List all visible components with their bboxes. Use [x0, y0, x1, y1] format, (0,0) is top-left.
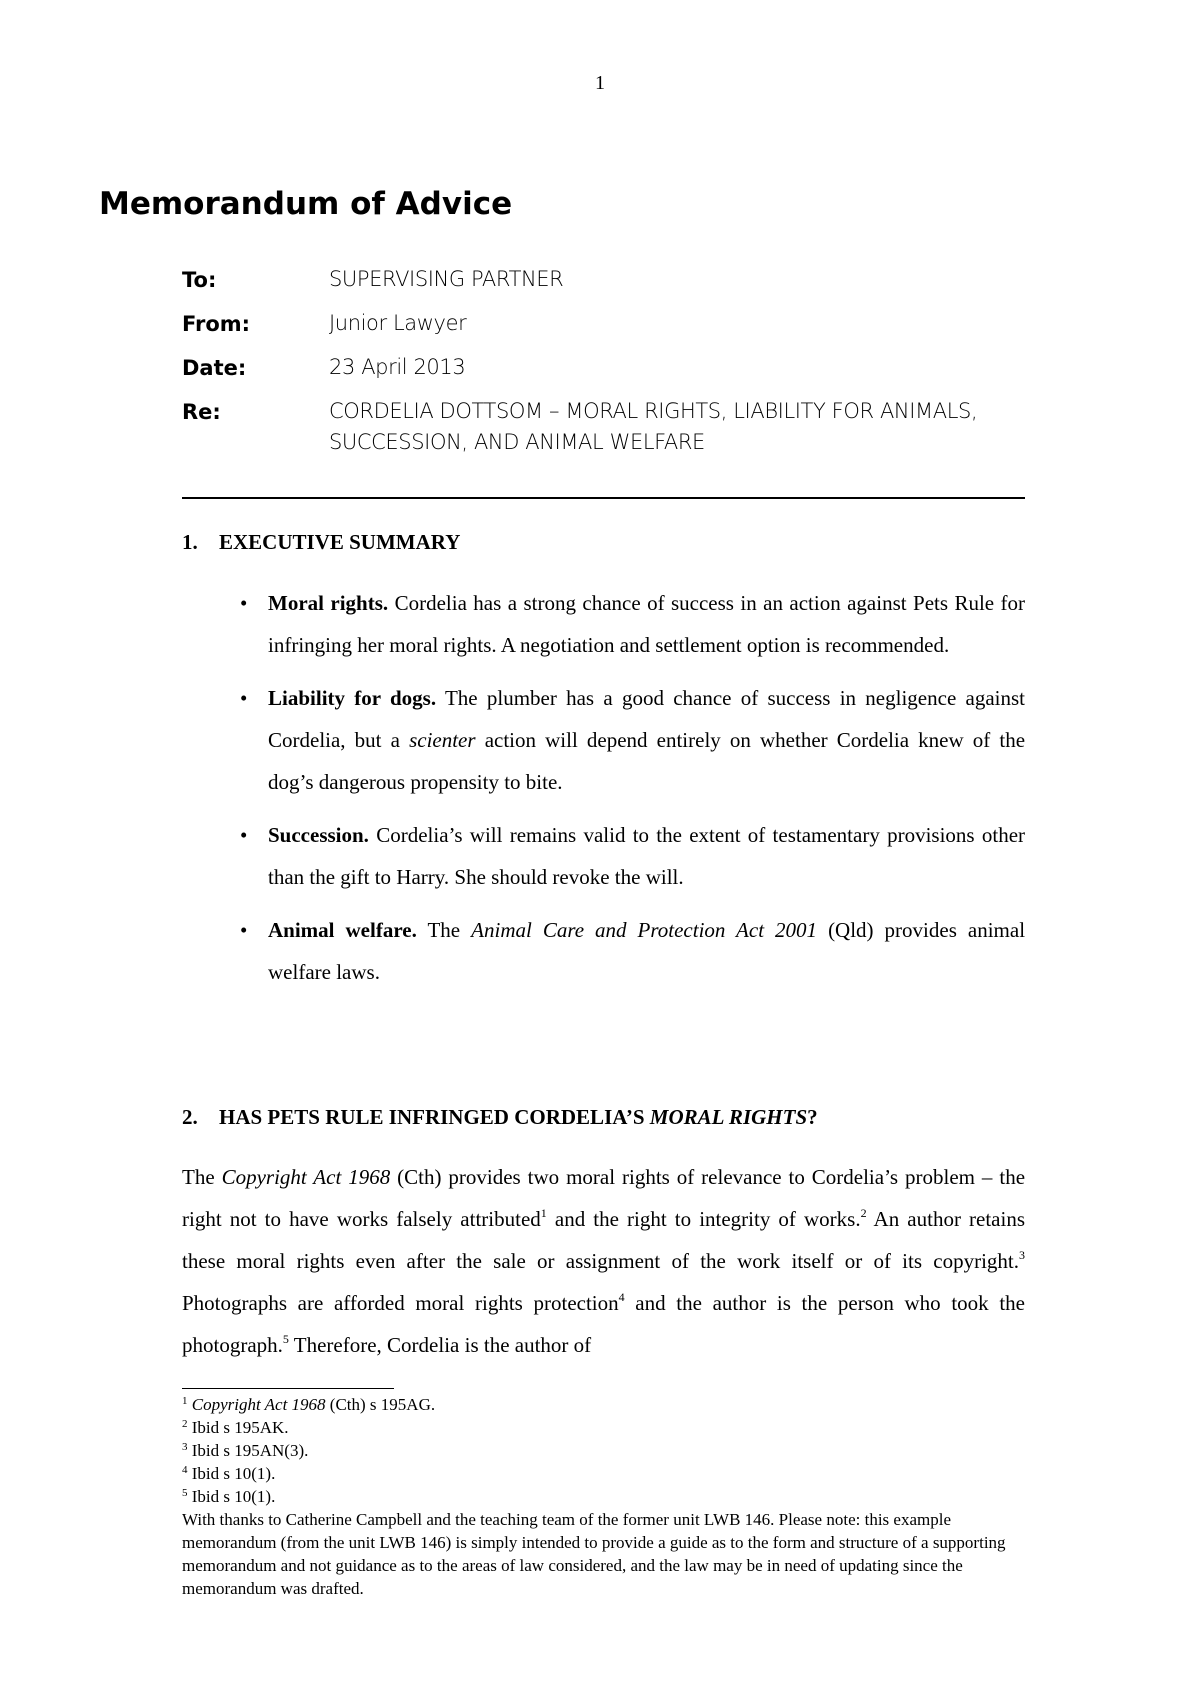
para-text: (Cth) provides two moral rights of relevance to Cordelia’s problem – the right not to have works falsely attributed — [182, 1165, 1026, 1231]
bullet-icon: • — [240, 823, 248, 847]
header-divider — [182, 497, 1025, 499]
footnote — [182, 1439, 1025, 1462]
footnote-ref[interactable]: 4 — [618, 1290, 625, 1304]
footnote-text: Ibid s 195AN(3). — [191, 1441, 309, 1460]
act-title: Copyright Act 1968 — [221, 1165, 391, 1189]
header-row-re — [182, 400, 1032, 458]
bullet-title: Liability for dogs. — [268, 686, 437, 710]
bullet-text: Cordelia’s will remains valid to the extent of testamentary provisions other than the gift to Harry. She should revoke the will. — [268, 823, 1026, 889]
date-label: Date: — [182, 356, 247, 380]
section-2-title-italic: MORAL RIGHTS — [649, 1105, 808, 1129]
section-1-title: EXECUTIVE SUMMARY — [219, 530, 461, 554]
footnote-text: Ibid s 195AK. — [191, 1418, 289, 1437]
section-2-number: 2. — [182, 1105, 198, 1129]
bullet-italic-term: scienter — [409, 728, 476, 752]
from-label: From: — [182, 312, 251, 336]
section-2-paragraph — [182, 1156, 1025, 1366]
memo-header — [182, 268, 1032, 475]
list-item — [182, 677, 1025, 803]
page-number: 1 — [595, 72, 605, 94]
para-text: Photographs are afforded moral rights protection — [182, 1291, 619, 1315]
re-value: CORDELIA DOTTSOM – MORAL RIGHTS, LIABILITY FOR ANIMALS, SUCCESSION, AND ANIMAL WELFARE — [329, 399, 978, 454]
footnote-text: Ibid s 10(1). — [191, 1464, 276, 1483]
footnotes — [182, 1393, 1025, 1600]
header-row-date — [182, 356, 1032, 383]
to-value: SUPERVISING PARTNER — [329, 267, 564, 291]
section-2-title-end: ? — [807, 1105, 818, 1129]
bullet-text: Cordelia has a strong chance of success in an action against Pets Rule for infringing her moral rights. A negotiation and settlement option is recommended. — [268, 591, 1026, 657]
list-item — [182, 582, 1025, 666]
bullet-italic-term: Animal Care and Protection Act 2001 — [471, 918, 818, 942]
bullet-icon: • — [240, 918, 248, 942]
footnote-number: 5 — [182, 1487, 188, 1499]
header-row-to — [182, 268, 1032, 295]
header-row-from — [182, 312, 1032, 339]
acknowledgement-note: With thanks to Catherine Campbell and the teaching team of the former unit LWB 146. Please note: this example memorandum (from the unit LWB 146) is simply intended to provide a guide as to the form and structure of a supporting memorandum and not guidance as to the areas of law considered, and the law may be in need of updating since the memorandum was drafted. — [182, 1510, 1006, 1598]
section-1-heading — [182, 530, 460, 555]
section-1-number: 1. — [182, 530, 198, 554]
bullet-icon: • — [240, 686, 248, 710]
footnote — [182, 1393, 1025, 1416]
footnote — [182, 1416, 1025, 1439]
para-text: An author retains these moral rights even after the sale or assignment of the work itself or of its copyright. — [182, 1207, 1026, 1273]
footnote-divider — [182, 1388, 394, 1389]
para-text: and the right to integrity of works. — [554, 1207, 861, 1231]
footnote-ref[interactable]: 1 — [540, 1206, 547, 1220]
footnote-number: 3 — [182, 1441, 188, 1453]
footnote — [182, 1485, 1025, 1508]
section-2-title: HAS PETS RULE INFRINGED CORDELIA’S — [219, 1105, 645, 1129]
bullet-title: Moral rights. — [268, 591, 389, 615]
footnote-ref[interactable]: 5 — [282, 1332, 289, 1346]
document-title: Memorandum of Advice — [99, 186, 513, 222]
para-text: Therefore, Cordelia is the author of — [293, 1333, 592, 1357]
footnote-number: 2 — [182, 1418, 188, 1430]
executive-summary-list — [182, 582, 1025, 1004]
list-item — [182, 814, 1025, 898]
to-label: To: — [182, 268, 217, 292]
footnote-text: (Cth) s 195AG. — [329, 1395, 436, 1414]
footnote-text: Ibid s 10(1). — [191, 1487, 276, 1506]
para-text: and the author is the person who took the photograph. — [182, 1291, 1025, 1357]
bullet-text-continued: (Qld) provides animal welfare laws. — [268, 918, 1026, 984]
bullet-text: The — [427, 918, 461, 942]
section-2-heading — [182, 1105, 818, 1130]
footnote-italic: Copyright Act 1968 — [191, 1395, 326, 1414]
re-label: Re: — [182, 400, 221, 424]
date-value: 23 April 2013 — [329, 355, 466, 379]
bullet-text-continued: action will depend entirely on whether Cordelia knew of the dog’s dangerous propensity to bite. — [268, 728, 1026, 794]
footnote — [182, 1462, 1025, 1485]
from-value: Junior Lawyer — [329, 311, 467, 335]
footnote-ref[interactable]: 3 — [1019, 1248, 1025, 1262]
para-text: The — [182, 1165, 215, 1189]
footnote-number: 4 — [182, 1464, 188, 1476]
bullet-title: Animal welfare. — [268, 918, 417, 942]
list-item — [182, 909, 1025, 993]
bullet-text: The plumber has a good chance of success in negligence against Cordelia, but a — [268, 686, 1025, 752]
bullet-icon: • — [240, 591, 248, 615]
footnote-ref[interactable]: 2 — [860, 1206, 867, 1220]
bullet-title: Succession. — [268, 823, 369, 847]
footnote-number: 1 — [182, 1395, 188, 1407]
